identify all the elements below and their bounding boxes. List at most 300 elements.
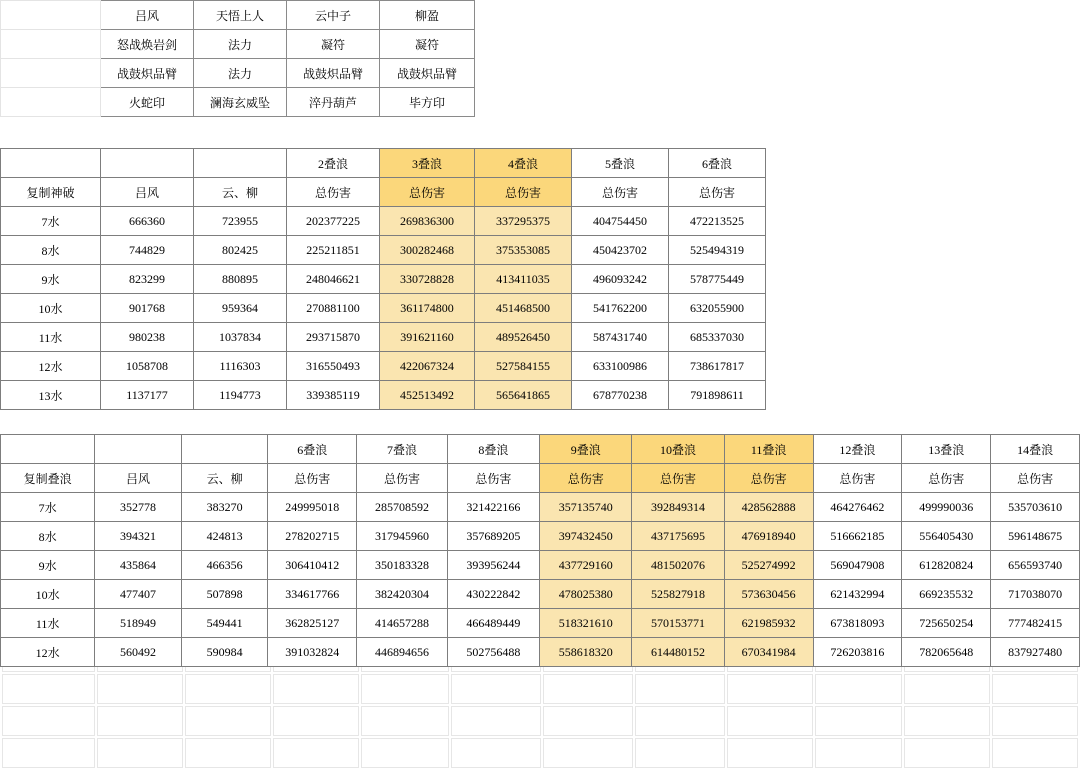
- background-cell[interactable]: [904, 98, 990, 128]
- background-cell[interactable]: [543, 34, 633, 64]
- data-cell[interactable]: 352778: [95, 493, 182, 522]
- data-cell[interactable]: 573630456: [724, 580, 813, 609]
- header-cell[interactable]: 云、柳: [194, 178, 287, 207]
- header-cell[interactable]: [95, 435, 182, 464]
- table-row: [1, 30, 475, 59]
- header-cell[interactable]: [194, 149, 287, 178]
- data-cell[interactable]: 802425: [194, 236, 287, 265]
- background-cell[interactable]: [543, 2, 633, 32]
- background-cell[interactable]: [815, 66, 901, 96]
- background-cell[interactable]: [451, 706, 541, 736]
- data-cell[interactable]: 249995018: [268, 493, 357, 522]
- table-row: [1, 323, 766, 352]
- data-cell[interactable]: 673818093: [813, 609, 902, 638]
- header-cell[interactable]: [1, 435, 95, 464]
- background-cell[interactable]: [543, 706, 633, 736]
- data-cell[interactable]: 330728828: [380, 265, 475, 294]
- background-cell[interactable]: [815, 258, 901, 288]
- background-cell[interactable]: [904, 386, 990, 416]
- data-cell[interactable]: 525274992: [724, 551, 813, 580]
- data-cell[interactable]: 560492: [95, 638, 182, 667]
- background-cell[interactable]: [2, 706, 95, 736]
- data-cell[interactable]: 383270: [181, 493, 268, 522]
- data-cell[interactable]: 285708592: [357, 493, 448, 522]
- data-cell[interactable]: 496093242: [572, 265, 669, 294]
- header-cell[interactable]: 复制神破: [1, 178, 101, 207]
- background-cell[interactable]: [815, 2, 901, 32]
- header-cell[interactable]: 总伤害: [724, 464, 813, 493]
- data-cell[interactable]: 269836300: [380, 207, 475, 236]
- data-cell[interactable]: 880895: [194, 265, 287, 294]
- data-cell[interactable]: 791898611: [669, 381, 766, 410]
- data-cell[interactable]: 502756488: [447, 638, 539, 667]
- background-cell[interactable]: [635, 98, 725, 128]
- background-cell[interactable]: [904, 674, 990, 704]
- data-cell[interactable]: 527584155: [475, 352, 572, 381]
- data-cell[interactable]: 306410412: [268, 551, 357, 580]
- background-cell[interactable]: [904, 258, 990, 288]
- table-row: [1, 551, 1080, 580]
- data-cell[interactable]: 382420304: [357, 580, 448, 609]
- data-cell[interactable]: 357689205: [447, 522, 539, 551]
- background-cell[interactable]: [992, 674, 1078, 704]
- data-cell[interactable]: 590984: [181, 638, 268, 667]
- table-row: [1, 236, 766, 265]
- data-cell[interactable]: 632055900: [669, 294, 766, 323]
- data-cell[interactable]: 518321610: [540, 609, 632, 638]
- data-cell[interactable]: 556405430: [902, 522, 991, 551]
- header-cell[interactable]: 2叠浪: [287, 149, 380, 178]
- background-cell[interactable]: [815, 162, 901, 192]
- data-cell[interactable]: 316550493: [287, 352, 380, 381]
- header-cell[interactable]: 11叠浪: [724, 435, 813, 464]
- data-cell[interactable]: 744829: [101, 236, 194, 265]
- header-cell[interactable]: 吕风: [101, 178, 194, 207]
- header-cell[interactable]: 总伤害: [475, 178, 572, 207]
- data-cell[interactable]: 澜海玄威坠: [194, 88, 287, 117]
- background-cell[interactable]: [992, 162, 1078, 192]
- table-row: [1, 207, 766, 236]
- data-cell[interactable]: 云中子: [287, 1, 380, 30]
- header-cell[interactable]: [181, 435, 268, 464]
- data-cell[interactable]: 518949: [95, 609, 182, 638]
- background-cell[interactable]: [992, 226, 1078, 256]
- background-cell[interactable]: [815, 130, 901, 160]
- data-cell[interactable]: 1137177: [101, 381, 194, 410]
- background-cell[interactable]: [727, 738, 813, 768]
- data-cell[interactable]: 战鼓炽品臂: [287, 59, 380, 88]
- background-cell[interactable]: [904, 322, 990, 352]
- background-cell[interactable]: [185, 706, 271, 736]
- background-cell[interactable]: [904, 290, 990, 320]
- data-cell[interactable]: 8水: [1, 236, 101, 265]
- data-cell[interactable]: 375353085: [475, 236, 572, 265]
- data-cell[interactable]: 361174800: [380, 294, 475, 323]
- background-cell[interactable]: [635, 34, 725, 64]
- data-cell[interactable]: 法力: [194, 59, 287, 88]
- data-cell[interactable]: 毕方印: [380, 88, 475, 117]
- header-cell[interactable]: 14叠浪: [991, 435, 1080, 464]
- data-cell[interactable]: 10水: [1, 580, 95, 609]
- data-cell[interactable]: 1116303: [194, 352, 287, 381]
- header-cell[interactable]: 3叠浪: [380, 149, 475, 178]
- data-cell[interactable]: 怒战焕岩剑: [101, 30, 194, 59]
- data-cell[interactable]: 725650254: [902, 609, 991, 638]
- data-cell[interactable]: 525494319: [669, 236, 766, 265]
- header-cell[interactable]: 6叠浪: [669, 149, 766, 178]
- data-cell[interactable]: 404754450: [572, 207, 669, 236]
- header-cell[interactable]: 吕风: [95, 464, 182, 493]
- background-cell[interactable]: [904, 226, 990, 256]
- background-row: [2, 706, 1078, 736]
- data-cell[interactable]: 法力: [194, 30, 287, 59]
- data-cell[interactable]: 凝符: [380, 30, 475, 59]
- table-row: [1, 638, 1080, 667]
- background-cell[interactable]: [635, 706, 725, 736]
- background-cell[interactable]: [97, 738, 183, 768]
- data-cell[interactable]: 火蛇印: [101, 88, 194, 117]
- header-cell[interactable]: 总伤害: [380, 178, 475, 207]
- data-cell[interactable]: 1058708: [101, 352, 194, 381]
- data-cell[interactable]: 717038070: [991, 580, 1080, 609]
- data-cell[interactable]: 570153771: [632, 609, 724, 638]
- background-cell[interactable]: [904, 162, 990, 192]
- background-cell[interactable]: [904, 2, 990, 32]
- background-cell[interactable]: [727, 34, 813, 64]
- table-row: [1, 522, 1080, 551]
- data-cell[interactable]: 300282468: [380, 236, 475, 265]
- table-row: [1, 609, 1080, 638]
- data-cell[interactable]: 248046621: [287, 265, 380, 294]
- header-cell[interactable]: 总伤害: [268, 464, 357, 493]
- data-cell[interactable]: 334617766: [268, 580, 357, 609]
- data-cell[interactable]: 614480152: [632, 638, 724, 667]
- header-cell[interactable]: 总伤害: [357, 464, 448, 493]
- data-cell[interactable]: 393956244: [447, 551, 539, 580]
- background-cell[interactable]: [992, 290, 1078, 320]
- data-cell[interactable]: 466356: [181, 551, 268, 580]
- data-cell[interactable]: 424813: [181, 522, 268, 551]
- data-cell[interactable]: 525827918: [632, 580, 724, 609]
- data-cell[interactable]: 446894656: [357, 638, 448, 667]
- data-cell[interactable]: 481502076: [632, 551, 724, 580]
- table-row: [1, 381, 766, 410]
- background-cell[interactable]: [904, 34, 990, 64]
- data-cell[interactable]: 淬丹葫芦: [287, 88, 380, 117]
- data-cell[interactable]: 394321: [95, 522, 182, 551]
- data-cell[interactable]: 战鼓炽品臂: [380, 59, 475, 88]
- header-cell[interactable]: 4叠浪: [475, 149, 572, 178]
- data-cell[interactable]: 9水: [1, 265, 101, 294]
- background-cell[interactable]: [727, 66, 813, 96]
- data-cell[interactable]: 558618320: [540, 638, 632, 667]
- data-cell[interactable]: 980238: [101, 323, 194, 352]
- data-cell[interactable]: 天悟上人: [194, 1, 287, 30]
- background-cell[interactable]: [904, 706, 990, 736]
- header-cell[interactable]: 总伤害: [632, 464, 724, 493]
- data-cell[interactable]: 685337030: [669, 323, 766, 352]
- data-cell[interactable]: 414657288: [357, 609, 448, 638]
- data-cell[interactable]: 587431740: [572, 323, 669, 352]
- data-cell[interactable]: 391032824: [268, 638, 357, 667]
- background-cell[interactable]: [815, 674, 901, 704]
- data-cell[interactable]: 270881100: [287, 294, 380, 323]
- data-cell[interactable]: 476918940: [724, 522, 813, 551]
- background-cell[interactable]: [992, 194, 1078, 224]
- data-cell[interactable]: 670341984: [724, 638, 813, 667]
- data-cell[interactable]: 541762200: [572, 294, 669, 323]
- background-cell[interactable]: [2, 738, 95, 768]
- data-cell[interactable]: 633100986: [572, 352, 669, 381]
- data-cell[interactable]: 202377225: [287, 207, 380, 236]
- data-cell[interactable]: 723955: [194, 207, 287, 236]
- background-cell[interactable]: [361, 674, 449, 704]
- background-cell[interactable]: [992, 258, 1078, 288]
- data-cell[interactable]: 7水: [1, 207, 101, 236]
- data-cell[interactable]: 1194773: [194, 381, 287, 410]
- background-cell[interactable]: [992, 354, 1078, 384]
- empty-cell[interactable]: [1, 30, 101, 59]
- background-cell[interactable]: [97, 674, 183, 704]
- character-skill-table: [0, 0, 475, 117]
- data-cell[interactable]: 489526450: [475, 323, 572, 352]
- data-cell[interactable]: 507898: [181, 580, 268, 609]
- background-cell[interactable]: [815, 226, 901, 256]
- background-cell[interactable]: [543, 674, 633, 704]
- background-cell[interactable]: [543, 66, 633, 96]
- background-cell[interactable]: [815, 706, 901, 736]
- background-cell[interactable]: [992, 738, 1078, 768]
- background-cell[interactable]: [904, 194, 990, 224]
- data-cell[interactable]: 278202715: [268, 522, 357, 551]
- background-cell[interactable]: [815, 194, 901, 224]
- data-cell[interactable]: 478025380: [540, 580, 632, 609]
- data-cell[interactable]: 621985932: [724, 609, 813, 638]
- data-cell[interactable]: 11水: [1, 609, 95, 638]
- header-cell[interactable]: 总伤害: [540, 464, 632, 493]
- background-cell[interactable]: [635, 738, 725, 768]
- data-cell[interactable]: 782065648: [902, 638, 991, 667]
- data-cell[interactable]: 9水: [1, 551, 95, 580]
- background-cell[interactable]: [635, 2, 725, 32]
- background-cell[interactable]: [451, 674, 541, 704]
- data-cell[interactable]: 317945960: [357, 522, 448, 551]
- data-cell[interactable]: 柳盈: [380, 1, 475, 30]
- table-row: [1, 493, 1080, 522]
- background-cell[interactable]: [273, 738, 359, 768]
- background-cell[interactable]: [727, 98, 813, 128]
- background-cell[interactable]: [361, 738, 449, 768]
- table-row: [1, 294, 766, 323]
- data-cell[interactable]: 12水: [1, 638, 95, 667]
- header-cell[interactable]: 5叠浪: [572, 149, 669, 178]
- data-cell[interactable]: 437729160: [540, 551, 632, 580]
- data-cell[interactable]: 战鼓炽品臂: [101, 59, 194, 88]
- table-row: [1, 1, 475, 30]
- data-cell[interactable]: 391621160: [380, 323, 475, 352]
- data-cell[interactable]: 837927480: [991, 638, 1080, 667]
- background-cell[interactable]: [904, 354, 990, 384]
- header-cell[interactable]: [101, 149, 194, 178]
- background-cell[interactable]: [543, 738, 633, 768]
- background-cell[interactable]: [815, 738, 901, 768]
- header-cell[interactable]: 13叠浪: [902, 435, 991, 464]
- data-cell[interactable]: 464276462: [813, 493, 902, 522]
- data-cell[interactable]: 11水: [1, 323, 101, 352]
- background-cell[interactable]: [635, 66, 725, 96]
- data-cell[interactable]: 738617817: [669, 352, 766, 381]
- data-cell[interactable]: 656593740: [991, 551, 1080, 580]
- data-cell[interactable]: 669235532: [902, 580, 991, 609]
- data-cell[interactable]: 452513492: [380, 381, 475, 410]
- header-cell[interactable]: 9叠浪: [540, 435, 632, 464]
- background-cell[interactable]: [815, 98, 901, 128]
- data-cell[interactable]: 吕风: [101, 1, 194, 30]
- data-cell[interactable]: 357135740: [540, 493, 632, 522]
- data-cell[interactable]: 397432450: [540, 522, 632, 551]
- header-cell[interactable]: 8叠浪: [447, 435, 539, 464]
- background-cell[interactable]: [185, 738, 271, 768]
- data-cell[interactable]: 8水: [1, 522, 95, 551]
- header-row-sub: [1, 178, 766, 207]
- background-row: [2, 674, 1078, 704]
- header-cell[interactable]: 总伤害: [287, 178, 380, 207]
- data-cell[interactable]: 450423702: [572, 236, 669, 265]
- data-cell[interactable]: 435864: [95, 551, 182, 580]
- header-cell[interactable]: 总伤害: [813, 464, 902, 493]
- background-cell[interactable]: [361, 706, 449, 736]
- data-cell[interactable]: 430222842: [447, 580, 539, 609]
- background-cell[interactable]: [97, 706, 183, 736]
- background-cell[interactable]: [185, 674, 271, 704]
- data-cell[interactable]: 516662185: [813, 522, 902, 551]
- empty-cell[interactable]: [1, 88, 101, 117]
- data-cell[interactable]: 321422166: [447, 493, 539, 522]
- data-cell[interactable]: 350183328: [357, 551, 448, 580]
- data-cell[interactable]: 337295375: [475, 207, 572, 236]
- background-cell[interactable]: [727, 2, 813, 32]
- table-row: [1, 580, 1080, 609]
- background-cell[interactable]: [992, 98, 1078, 128]
- header-row-top: [1, 435, 1080, 464]
- header-cell[interactable]: 总伤害: [902, 464, 991, 493]
- data-cell[interactable]: 823299: [101, 265, 194, 294]
- data-cell[interactable]: 362825127: [268, 609, 357, 638]
- data-cell[interactable]: 1037834: [194, 323, 287, 352]
- header-cell[interactable]: 复制叠浪: [1, 464, 95, 493]
- data-cell[interactable]: 225211851: [287, 236, 380, 265]
- header-cell[interactable]: 12叠浪: [813, 435, 902, 464]
- data-cell[interactable]: 726203816: [813, 638, 902, 667]
- background-cell[interactable]: [815, 34, 901, 64]
- table-row: [1, 265, 766, 294]
- background-cell[interactable]: [992, 66, 1078, 96]
- background-cell[interactable]: [815, 354, 901, 384]
- header-row-top: [1, 149, 766, 178]
- data-cell[interactable]: 535703610: [991, 493, 1080, 522]
- background-cell[interactable]: [815, 386, 901, 416]
- background-cell[interactable]: [635, 674, 725, 704]
- data-cell[interactable]: 578775449: [669, 265, 766, 294]
- empty-cell[interactable]: [1, 1, 101, 30]
- data-cell[interactable]: 959364: [194, 294, 287, 323]
- background-cell[interactable]: [992, 130, 1078, 160]
- data-cell[interactable]: 472213525: [669, 207, 766, 236]
- background-row: [2, 738, 1078, 768]
- header-cell[interactable]: [1, 149, 101, 178]
- data-cell[interactable]: 612820824: [902, 551, 991, 580]
- background-cell[interactable]: [904, 130, 990, 160]
- data-cell[interactable]: 7水: [1, 493, 95, 522]
- data-cell[interactable]: 339385119: [287, 381, 380, 410]
- data-cell[interactable]: 451468500: [475, 294, 572, 323]
- background-cell[interactable]: [815, 322, 901, 352]
- background-cell[interactable]: [992, 386, 1078, 416]
- header-cell[interactable]: 7叠浪: [357, 435, 448, 464]
- background-cell[interactable]: [273, 674, 359, 704]
- header-cell[interactable]: 总伤害: [447, 464, 539, 493]
- data-cell[interactable]: 678770238: [572, 381, 669, 410]
- data-cell[interactable]: 777482415: [991, 609, 1080, 638]
- background-cell[interactable]: [992, 322, 1078, 352]
- background-cell[interactable]: [543, 98, 633, 128]
- data-cell[interactable]: 666360: [101, 207, 194, 236]
- header-cell[interactable]: 总伤害: [572, 178, 669, 207]
- data-cell[interactable]: 499990036: [902, 493, 991, 522]
- empty-cell[interactable]: [1, 59, 101, 88]
- data-cell[interactable]: 12水: [1, 352, 101, 381]
- data-cell[interactable]: 413411035: [475, 265, 572, 294]
- data-cell[interactable]: 437175695: [632, 522, 724, 551]
- background-cell[interactable]: [727, 706, 813, 736]
- header-cell[interactable]: 总伤害: [991, 464, 1080, 493]
- header-cell[interactable]: 6叠浪: [268, 435, 357, 464]
- background-cell[interactable]: [904, 738, 990, 768]
- background-cell[interactable]: [992, 2, 1078, 32]
- background-cell[interactable]: [451, 738, 541, 768]
- background-cell[interactable]: [815, 290, 901, 320]
- data-cell[interactable]: 565641865: [475, 381, 572, 410]
- data-cell[interactable]: 293715870: [287, 323, 380, 352]
- header-cell[interactable]: 云、柳: [181, 464, 268, 493]
- data-cell[interactable]: 549441: [181, 609, 268, 638]
- background-cell[interactable]: [2, 674, 95, 704]
- background-cell[interactable]: [904, 66, 990, 96]
- background-cell[interactable]: [273, 706, 359, 736]
- data-cell[interactable]: 428562888: [724, 493, 813, 522]
- data-cell[interactable]: 621432994: [813, 580, 902, 609]
- background-cell[interactable]: [992, 706, 1078, 736]
- data-cell[interactable]: 596148675: [991, 522, 1080, 551]
- background-cell[interactable]: [727, 674, 813, 704]
- data-cell[interactable]: 466489449: [447, 609, 539, 638]
- copy-dielang-damage-table: [0, 434, 1080, 667]
- data-cell[interactable]: 477407: [95, 580, 182, 609]
- table-row: [1, 59, 475, 88]
- header-cell[interactable]: 10叠浪: [632, 435, 724, 464]
- data-cell[interactable]: 422067324: [380, 352, 475, 381]
- header-cell[interactable]: 总伤害: [669, 178, 766, 207]
- table-row: [1, 352, 766, 381]
- data-cell[interactable]: 901768: [101, 294, 194, 323]
- data-cell[interactable]: 569047908: [813, 551, 902, 580]
- data-cell[interactable]: 13水: [1, 381, 101, 410]
- data-cell[interactable]: 392849314: [632, 493, 724, 522]
- data-cell[interactable]: 凝符: [287, 30, 380, 59]
- header-row-sub: [1, 464, 1080, 493]
- background-cell[interactable]: [992, 34, 1078, 64]
- data-cell[interactable]: 10水: [1, 294, 101, 323]
